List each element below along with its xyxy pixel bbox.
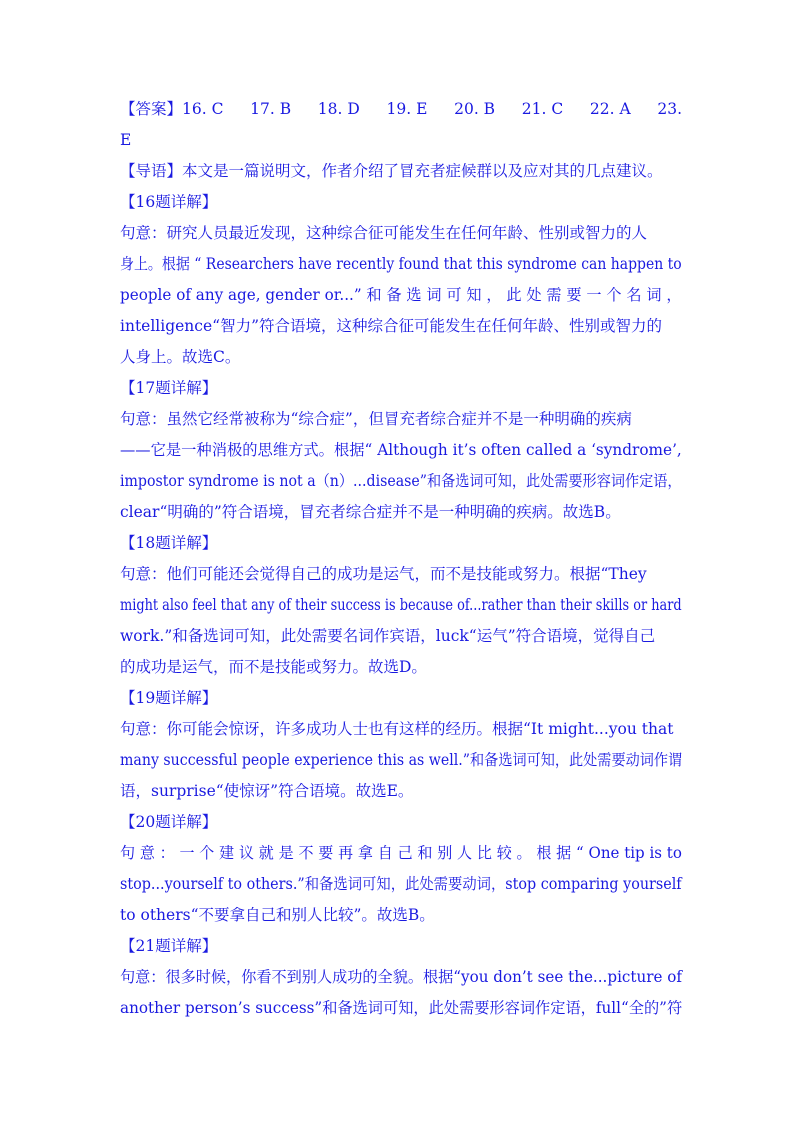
explanation-line: 人身上。故选C。 <box>120 348 241 366</box>
explanation-line: 句意：很多时候，你看不到别人成功的全貌。根据“you don’t see the...picture of <box>120 968 683 986</box>
explanation-line: might also feel that any of their success is because of...rather than their skills or hard <box>120 596 682 614</box>
answer-item: 22. A <box>589 100 631 118</box>
document-page <box>120 94 682 1024</box>
explanation-line: stop...yourself to others.”和备选词可知，此处需要动词，stop comparing yourself <box>120 875 682 893</box>
answer-item: 18. D <box>317 100 360 118</box>
answer-key-row <box>120 94 682 125</box>
answer-item: 20. B <box>454 100 496 118</box>
answer-item: 16. C <box>182 100 224 118</box>
explanation-line: 句意：你可能会惊讶，许多成功人士也有这样的经历。根据“It might...you that <box>120 720 674 738</box>
explanation-line: 身上。根据 “ Researchers have recently found that this syndrome can happen to <box>120 255 682 273</box>
answer-key-wrap: E <box>120 131 132 149</box>
section-heading: 【20题详解】 <box>120 813 218 831</box>
explanation-line: work.”和备选词可知，此处需要名词作宾语，luck“运气”符合语境，觉得自己 <box>120 627 656 645</box>
section-heading: 【21题详解】 <box>120 937 218 955</box>
explanation-line: 的成功是运气，而不是技能或努力。故选D。 <box>120 658 427 676</box>
explanation-line: 句意：研究人员最近发现，这种综合征可能发生在任何年龄、性别或智力的人 <box>120 224 648 242</box>
explanation-line: 句意：虽然它经常被称为“综合症”，但冒充者综合症并不是一种明确的疾病 <box>120 410 632 428</box>
answer-item: 17. B <box>250 100 292 118</box>
section-heading: 【16题详解】 <box>120 193 218 211</box>
explanation-line: many successful people experience this as well.”和备选词可知，此处需要动词作谓 <box>120 751 683 769</box>
explanation-line: another person’s success”和备选词可知，此处需要形容词作定语，full“全的”符 <box>120 999 683 1017</box>
explanation-line: people of any age, gender or...” 和 备 选 词 可 知 ， 此 处 需 要 一 个 名 词 ， <box>120 286 682 304</box>
explanation-line: 句 意 ： 一 个 建 议 就 是 不 要 再 拿 自 己 和 别 人 比 较 。 根 据 “ One tip is to <box>120 844 682 862</box>
answer-item: 23. <box>657 100 682 118</box>
section-heading: 【17题详解】 <box>120 379 218 397</box>
explanation-line: intelligence“智力”符合语境，这种综合征可能发生在任何年龄、性别或智力的 <box>120 317 662 335</box>
explanation-line: ——它是一种消极的思维方式。根据“ Although it’s often called a ‘syndrome’, <box>120 441 682 459</box>
answer-key-label: 【答案】 <box>120 100 183 118</box>
intro-paragraph: 【导语】本文是一篇说明文，作者介绍了冒充者症候群以及应对其的几点建议。 <box>120 162 663 180</box>
explanation-line: 语，surprise“使惊讶”符合语境。故选E。 <box>120 782 414 800</box>
answer-item: 19. E <box>386 100 428 118</box>
section-heading: 【18题详解】 <box>120 534 218 552</box>
explanation-line: to others“不要拿自己和别人比较”。故选B。 <box>120 906 435 924</box>
explanation-line: impostor syndrome is not a（n）...disease”和备选词可知，此处需要形容词作定语， <box>120 472 682 490</box>
section-heading: 【19题详解】 <box>120 689 218 707</box>
explanation-line: clear“明确的”符合语境，冒充者综合症并不是一种明确的疾病。故选B。 <box>120 503 621 521</box>
explanation-line: 句意：他们可能还会觉得自己的成功是运气，而不是技能或努力。根据“They <box>120 565 647 583</box>
answer-item: 21. C <box>521 100 564 118</box>
explanation-sections <box>120 187 682 1024</box>
answer-key-label-and-first <box>120 94 223 125</box>
